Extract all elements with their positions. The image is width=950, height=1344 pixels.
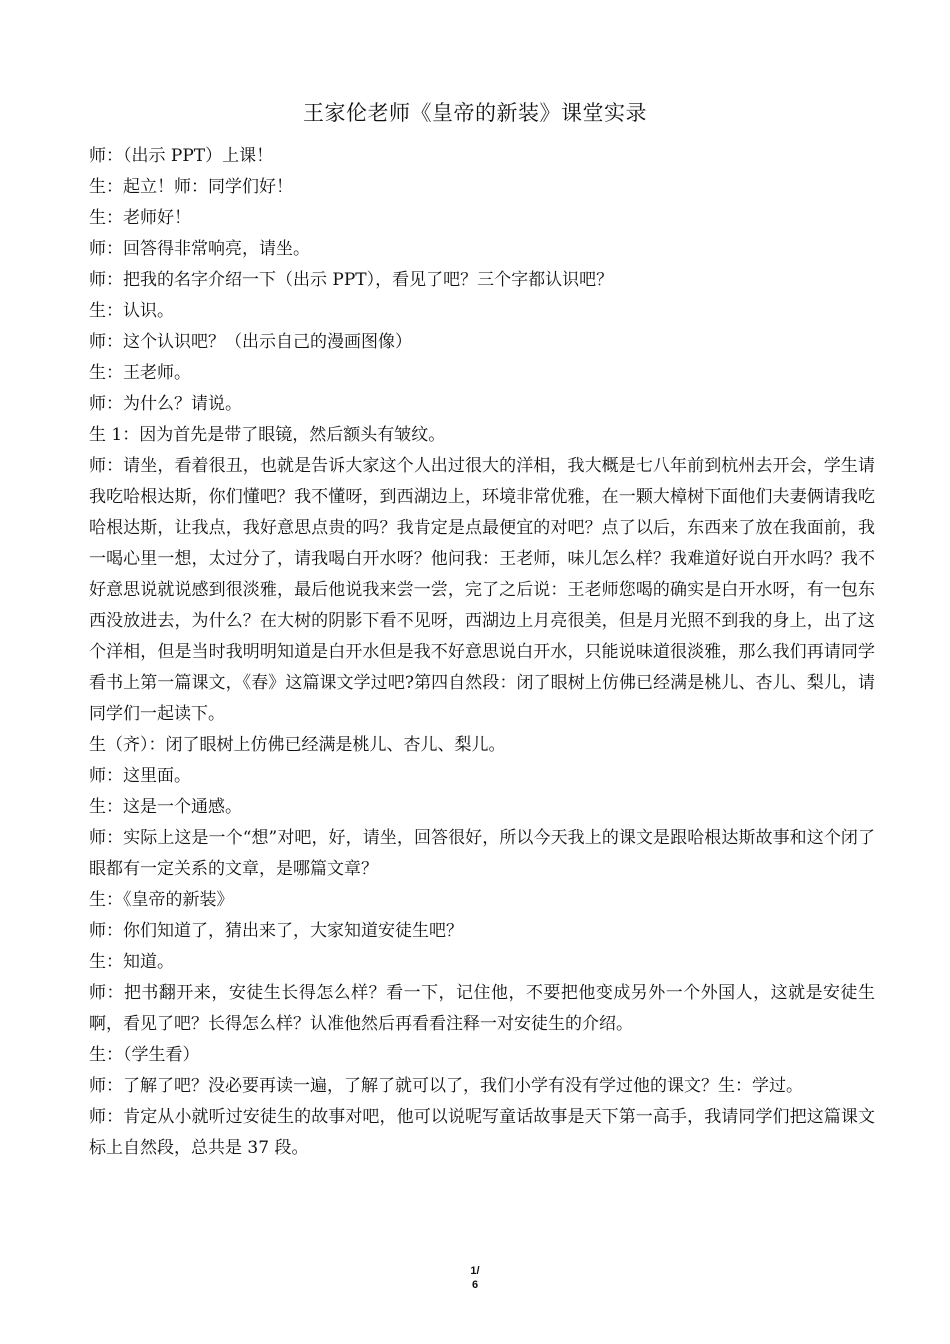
- paragraph: 生：认识。: [89, 301, 174, 321]
- paragraph: 师：你们知道了，猜出来了，大家知道安徒生吧？: [89, 921, 463, 941]
- paragraph: 师：回答得非常响亮，请坐。: [89, 239, 310, 259]
- page-number: [0, 1264, 950, 1292]
- paragraph: 生：《皇帝的新装》: [89, 890, 234, 910]
- page-number-current: 1/: [470, 1265, 480, 1277]
- page-number-total: 6: [471, 1279, 479, 1291]
- paragraph: 生：这是一个通感。: [89, 797, 242, 817]
- paragraph: 生：老师好！: [89, 208, 191, 228]
- paragraph: 师：为什么？请说。: [89, 394, 242, 414]
- paragraph: 师：实际上这是一个“想”对吧，好，请坐，回答很好，所以今天我上的课文是跟哈根达斯故事和这个闭了眼都有一定关系的文章，是哪篇文章？: [89, 828, 875, 879]
- paragraph: 师：肯定从小就听过安徒生的故事对吧，他可以说呢写童话故事是天下第一高手，我请同学们把这篇课文标上自然段，总共是 37 段。: [89, 1107, 875, 1158]
- paragraph: 生（齐）：闭了眼树上仿佛已经满是桃儿、杏儿、梨儿。: [89, 735, 506, 755]
- paragraph: 师：把书翻开来，安徒生长得怎么样？看一下，记住他，不要把他变成另外一个外国人，这就是安徒生啊，看见了吧？长得怎么样？认准他然后再看看注释一对安徒生的介绍。: [89, 983, 875, 1034]
- document-title: 王家伦老师《皇帝的新装》课堂实录: [303, 101, 647, 125]
- paragraph: 生：王老师。: [89, 363, 191, 383]
- document-body: [89, 141, 875, 1164]
- paragraph: 师：了解了吧？没必要再读一遍，了解了就可以了，我们小学有没有学过他的课文？生：学过。: [89, 1076, 803, 1096]
- paragraph: 师：这里面。: [89, 766, 191, 786]
- paragraph: 师：这个认识吧？（出示自己的漫画图像）: [89, 332, 412, 352]
- paragraph: 生 1：因为首先是带了眼镜，然后额头有皱纹。: [89, 425, 446, 445]
- paragraph: 生：（学生看）: [89, 1045, 200, 1065]
- paragraph: 师：请坐，看着很丑，也就是告诉大家这个人出过很大的洋相，我大概是七八年前到杭州去开会，学生请我吃哈根达斯，你们懂吧？我不懂呀，到西湖边上，环境非常优雅，在一颗大樟树下面他们夫妻俩请我吃哈根达斯，让我点，我好意思点贵的吗？我肯定是点最便宜的对吧？点了以后，东西来了放在我面前，我一喝心里一想，太过分了，请我喝白开水呀？他问我：王老师，味儿怎么样？我难道好说白开水吗？我不好意思说就说感到很淡雅，最后他说我来尝一尝，完了之后说：王老师您喝的确实是白开水呀，有一包东西没放进去，为什么？在大树的阴影下看不见呀，西湖边上月亮很美，但是月光照不到我的身上，出了这个洋相，但是当时我明明知道是白开水但是我不好意思说白开水，只能说味道很淡雅，那么我们再请同学看书上第一篇课文，《春》这篇课文学过吧?第四自然段：闭了眼树上仿佛已经满是桃儿、杏儿、梨儿，请同学们一起读下。: [89, 456, 875, 724]
- paragraph: 师：把我的名字介绍一下（出示 PPT），看见了吧？三个字都认识吧？: [89, 270, 614, 290]
- paragraph: 生：起立！师：同学们好！: [89, 177, 293, 197]
- paragraph: 生：知道。: [89, 952, 174, 972]
- paragraph: 师：（出示 PPT）上课！: [89, 146, 274, 166]
